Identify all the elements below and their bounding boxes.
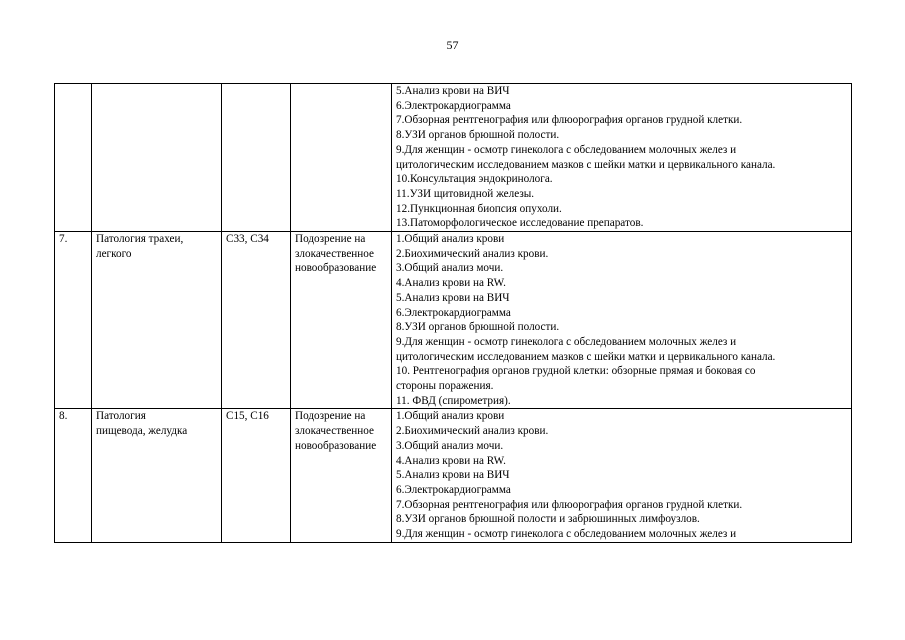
text-line: злокачественное <box>295 425 374 438</box>
text-line: 6.Электрокардиограмма <box>396 483 511 496</box>
text-line: 10. Рентгенография органов грудной клетки: обзорные прямая и боковая со <box>396 365 756 378</box>
table-row <box>55 84 852 232</box>
text-line: 8.УЗИ органов брюшной полости и забрюшинных лимфоузлов. <box>396 513 700 526</box>
text-line: Патология <box>96 410 146 423</box>
text-line: 8.УЗИ органов брюшной полости. <box>396 321 560 334</box>
text-line: 5.Анализ крови на ВИЧ <box>396 291 510 304</box>
text-line: новообразование <box>295 439 377 452</box>
text-line: стороны поражения. <box>396 380 494 393</box>
text-line: 6.Электрокардиограмма <box>396 306 511 319</box>
icd-codes-cell <box>222 232 291 409</box>
text-line: легкого <box>96 247 132 260</box>
row-number-cell <box>55 232 92 409</box>
text-line: 9.Для женщин - осмотр гинеколога с обследованием молочных желез и <box>396 143 737 156</box>
icd-codes: C33, C34 <box>226 233 269 246</box>
row-number-cell <box>55 84 92 232</box>
text-line: 2.Биохимический анализ крови. <box>396 247 549 260</box>
text-line: 3.Общий анализ мочи. <box>396 262 504 275</box>
table-row <box>55 409 852 542</box>
pathology-cell <box>92 84 222 232</box>
pathology-cell <box>92 409 222 542</box>
condition-cell <box>291 84 392 232</box>
text-line: 11. ФВД (спирометрия). <box>396 394 511 407</box>
page-number: 57 <box>446 38 459 52</box>
row-number: 8. <box>59 410 68 423</box>
examination-list-cell <box>392 84 852 232</box>
row-number: 7. <box>59 233 68 246</box>
examination-list-cell <box>392 232 852 409</box>
text-line: 8.УЗИ органов брюшной полости. <box>396 129 560 142</box>
icd-codes-cell <box>222 84 291 232</box>
text-line: Подозрение на <box>295 233 366 246</box>
text-line: 1.Общий анализ крови <box>396 233 505 246</box>
document-table <box>54 83 852 543</box>
text-line: 11.УЗИ щитовидной железы. <box>396 187 535 200</box>
text-line: 9.Для женщин - осмотр гинеколога с обследованием молочных желез и <box>396 528 737 541</box>
examination-list-cell <box>392 409 852 542</box>
table-row <box>55 232 852 409</box>
text-line: Патология трахеи, <box>96 233 184 246</box>
text-line: 9.Для женщин - осмотр гинеколога с обследованием молочных желез и <box>396 335 737 348</box>
text-line: новообразование <box>295 262 377 275</box>
text-line: 4.Анализ крови на RW. <box>396 454 506 467</box>
text-line: 5.Анализ крови на ВИЧ <box>396 85 510 97</box>
condition-cell <box>291 232 392 409</box>
pathology-cell <box>92 232 222 409</box>
text-line: 3.Общий анализ мочи. <box>396 439 504 452</box>
icd-codes-cell <box>222 409 291 542</box>
text-line: 7.Обзорная рентгенография или флюорография органов грудной клетки. <box>396 114 743 127</box>
text-line: 13.Патоморфологическое исследование препаратов. <box>396 217 644 230</box>
row-number-cell <box>55 409 92 542</box>
text-line: Подозрение на <box>295 410 366 423</box>
text-line: пищевода, желудка <box>96 425 188 438</box>
table-body <box>55 84 852 543</box>
text-line: 4.Анализ крови на RW. <box>396 277 506 290</box>
text-line: 10.Консультация эндокринолога. <box>396 173 553 186</box>
text-line: 5.Анализ крови на ВИЧ <box>396 469 510 482</box>
text-line: 1.Общий анализ крови <box>396 410 505 423</box>
icd-codes: C15, C16 <box>226 410 269 423</box>
text-line: цитологическим исследованием мазков с шейки матки и цервикального канала. <box>396 350 776 363</box>
text-line: 6.Электрокардиограмма <box>396 99 511 112</box>
text-line: 7.Обзорная рентгенография или флюорография органов грудной клетки. <box>396 498 743 511</box>
text-line: злокачественное <box>295 247 374 260</box>
text-line: цитологическим исследованием мазков с шейки матки и цервикального канала. <box>396 158 776 171</box>
text-line: 12.Пункционная биопсия опухоли. <box>396 202 562 215</box>
condition-cell <box>291 409 392 542</box>
text-line: 2.Биохимический анализ крови. <box>396 425 549 438</box>
